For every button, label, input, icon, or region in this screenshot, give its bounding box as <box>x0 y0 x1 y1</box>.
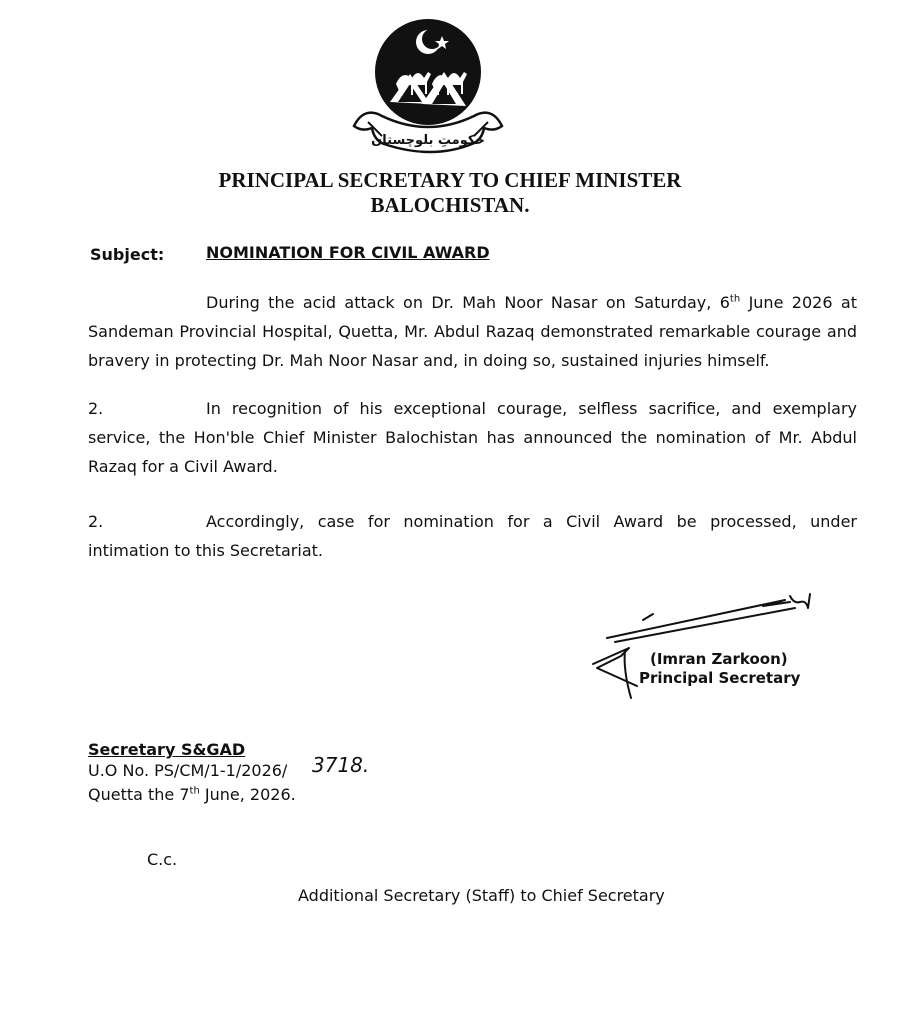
paragraph-3 <box>88 507 857 565</box>
uo-number-text: U.O No. PS/CM/1-1/2026/ <box>88 761 288 780</box>
paragraph-3-number: 2. <box>88 512 104 531</box>
paragraph-1-text-b: June 2026 at Sandeman Provincial Hospital, Quetta, Mr. Abdul Razaq demonstrated remarkable courage and bravery in protecting Dr. Mah Noor Nasar and, in doing so, sustained injuries himself. <box>88 293 857 370</box>
issue-date-suffix: June, 2026. <box>199 785 296 804</box>
svg-text:3718.: 3718. <box>312 753 370 777</box>
office-title-line2: BALOCHISTAN. <box>370 193 530 217</box>
subject-label: Subject: <box>90 245 165 264</box>
svg-text:حکومتِ بلوچستان: حکومتِ بلوچستان <box>371 133 485 148</box>
paragraph-3-text: Accordingly, case for nomination for a Civil Award be processed, under intimation to this Secretariat. <box>88 512 857 560</box>
issue-date-prefix: Quetta the 7 <box>88 785 190 804</box>
copy-label: C.c. <box>147 850 178 869</box>
paragraph-1-sup: th <box>729 293 741 305</box>
issue-date <box>88 784 296 805</box>
handwritten-reference-number <box>310 748 385 778</box>
balochistan-emblem-logo <box>346 14 510 164</box>
paragraph-1-text-a: During the acid attack on Dr. Mah Noor Nasar on Saturday, 6 <box>206 293 730 312</box>
subject-text: NOMINATION FOR CIVIL AWARD <box>206 243 490 262</box>
paragraph-1 <box>88 288 857 375</box>
issue-date-sup: th <box>189 785 200 797</box>
signatory-title: Principal Secretary <box>639 669 801 687</box>
office-title-line1: PRINCIPAL SECRETARY TO CHIEF MINISTER <box>218 168 682 192</box>
addressee-to: Secretary S&GAD <box>88 740 246 759</box>
paragraph-2-text: In recognition of his exceptional courage, selfless sacrifice, and exemplary service, the Hon'ble Chief Minister Balochistan has announced the nomination of Mr. Abdul Razaq for a Civil Award. <box>88 399 857 476</box>
uo-number <box>88 760 287 781</box>
signatory-name: (Imran Zarkoon) <box>650 650 788 668</box>
paragraph-2-number: 2. <box>88 399 104 418</box>
paragraph-2 <box>88 394 857 481</box>
copy-recipient: Additional Secretary (Staff) to Chief Secretary <box>298 886 665 905</box>
